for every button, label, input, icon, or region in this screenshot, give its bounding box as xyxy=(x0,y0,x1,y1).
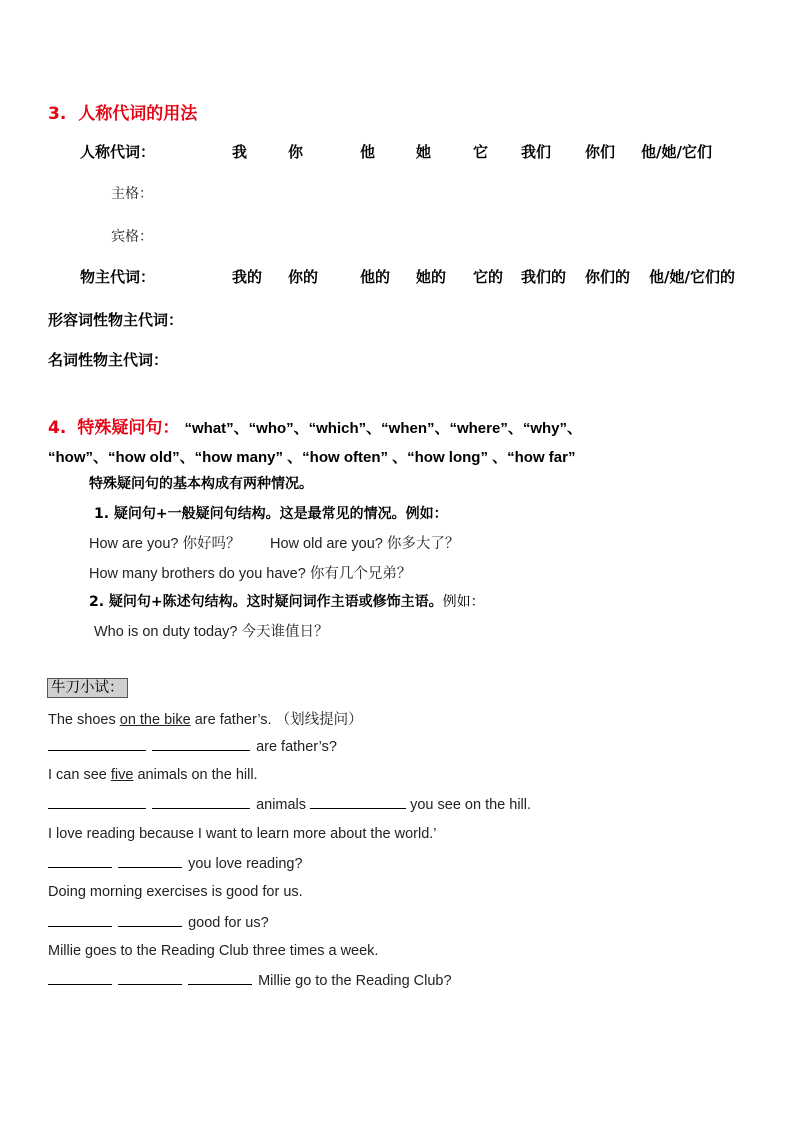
a3-tail: you love reading? xyxy=(188,856,303,872)
a2-tail: you see on the hill. xyxy=(410,797,532,813)
answer-blank[interactable] xyxy=(118,972,182,985)
q1-text-pre: The shoes xyxy=(48,712,120,728)
possessive-pronoun-1: 我的 xyxy=(232,268,263,286)
answer-blank[interactable] xyxy=(118,855,182,868)
a1-tail: are father’s? xyxy=(256,739,337,755)
answer-blank[interactable] xyxy=(310,796,406,809)
practice-answer-4 xyxy=(48,914,269,931)
structure-intro: 特殊疑问句的基本构成有两种情况。 xyxy=(89,476,313,492)
possessive-pronoun-5: 它的 xyxy=(473,268,504,286)
answer-blank[interactable] xyxy=(118,914,182,927)
practice-question-2 xyxy=(48,767,258,783)
possessive-pronoun-7: 你们的 xyxy=(585,268,631,286)
personal-pronoun-1: 我 xyxy=(232,143,248,161)
possessive-pronoun-4: 她的 xyxy=(416,268,447,286)
answer-blank[interactable] xyxy=(152,796,250,809)
personal-pronoun-5: 它 xyxy=(473,143,489,161)
possessive-pronoun-3: 他的 xyxy=(360,268,391,286)
a2-mid: animals xyxy=(256,797,307,813)
personal-pronoun-7: 你们 xyxy=(585,143,616,161)
subject-case-label: 主格： xyxy=(111,186,153,202)
section-4-heading xyxy=(48,413,582,438)
section-3-heading xyxy=(48,99,197,124)
answer-blank[interactable] xyxy=(152,738,250,751)
personal-pronoun-6: 我们 xyxy=(521,143,552,161)
structure-case-2: 2. 疑问句+陈述句结构。这时疑问词作主语或修饰主语。 xyxy=(89,594,443,610)
structure-case-2-tail: 例如： xyxy=(442,594,485,610)
question-words-line-2: “how”、“how old”、“how many” 、“how often” 、“how long” 、“how far” xyxy=(48,449,576,466)
practice-answer-3 xyxy=(48,855,303,872)
practice-question-3: I love reading because I want to learn more about the world.’ xyxy=(48,826,437,842)
adjective-possessive-label: 形容词性物主代词： xyxy=(48,311,184,329)
possessive-pronoun-label: 物主代词： xyxy=(80,268,156,286)
answer-blank[interactable] xyxy=(48,914,112,927)
practice-answer-2 xyxy=(48,796,531,813)
answer-blank[interactable] xyxy=(188,972,252,985)
answer-blank[interactable] xyxy=(48,738,146,751)
example-3: Who is on duty today? 今天谁值日？ xyxy=(94,624,329,640)
q2-text-pre: I can see xyxy=(48,767,111,783)
section-3-number: 3. xyxy=(48,104,67,124)
a4-tail: good for us? xyxy=(188,915,269,931)
possessive-pronoun-2: 你的 xyxy=(288,268,319,286)
personal-pronoun-label: 人称代词： xyxy=(80,143,156,161)
personal-pronoun-3: 他 xyxy=(360,143,376,161)
structure-case-2-line xyxy=(89,591,485,611)
section-3-title: 人称代词的用法 xyxy=(78,104,198,124)
answer-blank[interactable] xyxy=(48,972,112,985)
q2-underlined: five xyxy=(110,767,134,783)
question-words-line-1: “what”、“who”、“which”、“when”、“where”、“why”、 xyxy=(184,420,583,437)
possessive-pronoun-6: 我们的 xyxy=(521,268,567,286)
answer-blank[interactable] xyxy=(48,796,146,809)
example-1b: How old are you? 你多大了？ xyxy=(270,536,460,552)
answer-blank[interactable] xyxy=(48,855,112,868)
practice-tag: 牛刀小试： xyxy=(47,678,128,698)
a5-tail: Millie go to the Reading Club? xyxy=(258,973,452,989)
practice-answer-1 xyxy=(48,738,337,755)
example-2: How many brothers do you have? 你有几个兄弟？ xyxy=(89,566,412,582)
practice-question-1 xyxy=(48,708,363,729)
personal-pronoun-4: 她 xyxy=(416,143,432,161)
practice-answer-5 xyxy=(48,972,452,989)
q1-underlined: on the bike xyxy=(119,712,191,728)
personal-pronoun-2: 你 xyxy=(288,143,304,161)
section-4-number: 4. xyxy=(48,418,67,438)
noun-possessive-label: 名词性物主代词： xyxy=(48,351,169,369)
example-1a: How are you? 你好吗？ xyxy=(89,536,241,552)
q2-text-post: animals on the hill. xyxy=(133,767,258,783)
practice-question-5: Millie goes to the Reading Club three times a week. xyxy=(48,943,379,959)
structure-case-1: 1. 疑问句+一般疑问句结构。这是最常见的情况。例如： xyxy=(94,506,448,522)
object-case-label: 宾格： xyxy=(111,229,153,245)
section-4-title: 特殊疑问句： xyxy=(77,418,180,438)
q1-text-post: are father’s. （划线提问） xyxy=(190,712,363,728)
personal-pronoun-8: 他/她/它们 xyxy=(641,143,712,161)
practice-question-4: Doing morning exercises is good for us. xyxy=(48,884,303,900)
possessive-pronoun-8: 他/她/它们的 xyxy=(649,268,735,286)
